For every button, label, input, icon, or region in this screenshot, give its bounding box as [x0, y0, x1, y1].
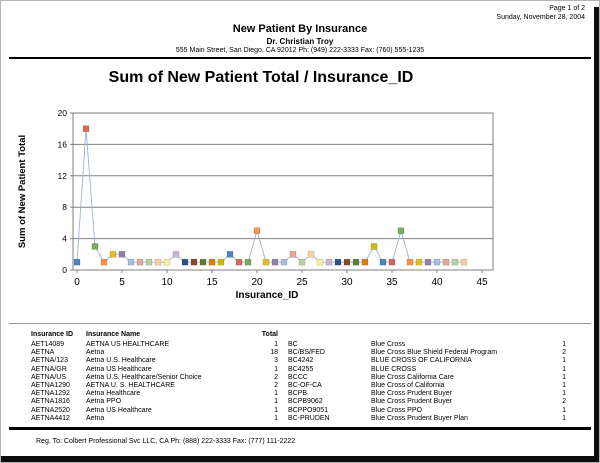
insurance-name-cell: Aetna US Healthcare — [86, 406, 152, 414]
table-row — [1, 374, 600, 382]
data-point-marker — [353, 259, 359, 265]
data-point-marker — [407, 259, 413, 265]
data-point-marker — [200, 259, 206, 265]
insurance-id-cell: AETNA/123 — [31, 357, 68, 365]
total-cell: 1 — [562, 365, 566, 373]
table-row — [1, 407, 600, 415]
data-point-marker — [326, 259, 332, 265]
data-point-marker — [461, 259, 467, 265]
data-point-marker — [299, 259, 305, 265]
data-point-marker — [182, 259, 188, 265]
insurance-id-cell: BCPB — [288, 390, 308, 398]
insurance-name-cell: Aetna — [86, 349, 105, 357]
total-cell: 2 — [562, 349, 566, 357]
insurance-id-cell: BC4255 — [288, 365, 314, 373]
insurance-id-cell: AETNA1292 — [31, 390, 70, 398]
total-cell: 1 — [562, 373, 566, 381]
chart-title: Sum of New Patient Total / Insurance_ID — [108, 69, 414, 86]
table-row — [1, 415, 600, 423]
data-point-marker — [227, 251, 233, 257]
total-cell: 1 — [562, 390, 566, 398]
insurance-name-cell: Blue Cross of California — [371, 381, 445, 389]
data-point-marker — [191, 259, 197, 265]
insurance-id-cell: BC-OF-CA — [288, 381, 322, 389]
total-cell: 3 — [274, 357, 278, 365]
table-row — [1, 341, 600, 349]
table-row — [1, 349, 600, 357]
data-point-marker — [290, 251, 296, 257]
data-point-marker — [425, 259, 431, 265]
total-cell: 1 — [274, 365, 278, 373]
insurance-name-cell: Aetna U.S. Healthcare — [86, 357, 156, 365]
insurance-id-cell: BCCC — [288, 373, 308, 381]
insurance-id-cell: AETNA1816 — [31, 398, 70, 406]
insurance-name-cell: Blue Cross PPO — [371, 406, 422, 414]
total-cell: 1 — [562, 414, 566, 422]
y-tick-label: 12 — [57, 170, 67, 181]
data-point-marker — [128, 259, 134, 265]
data-point-marker — [272, 259, 278, 265]
data-point-marker — [398, 228, 404, 234]
y-tick-label: 4 — [62, 233, 67, 244]
x-tick-label: 15 — [206, 277, 218, 288]
data-point-marker — [281, 259, 287, 265]
chart-area — [9, 99, 509, 307]
x-tick-label: 20 — [251, 277, 263, 288]
x-tick-label: 5 — [119, 277, 125, 288]
data-point-marker — [137, 259, 143, 265]
insurance-name-cell: AETNA U. S. HEALTHCARE — [86, 381, 175, 389]
total-cell: 1 — [562, 406, 566, 414]
data-point-marker — [101, 259, 107, 265]
insurance-name-cell: Blue Cross Prudent Buyer Plan — [371, 414, 468, 422]
insurance-id-cell: AETNA1290 — [31, 381, 70, 389]
data-point-marker — [380, 259, 386, 265]
insurance-id-cell: AETNA/GR — [31, 365, 67, 373]
x-tick-label: 40 — [431, 277, 443, 288]
table-row — [1, 382, 600, 390]
header-divider — [9, 57, 591, 59]
practice-address: 555 Main Street, San Diego, CA 92012 Ph: (949) 222-3333 Fax: (760) 555-1235 — [175, 47, 425, 54]
insurance-name-cell: Aetna U.S. Healthcare/Senior Choice — [86, 373, 202, 381]
x-tick-label: 35 — [386, 277, 398, 288]
total-cell: 1 — [562, 357, 566, 365]
col-header-total: Total — [261, 331, 278, 338]
total-cell: 2 — [274, 373, 278, 381]
x-tick-label: 10 — [161, 277, 173, 288]
col-header-insurance-id: Insurance ID — [31, 331, 74, 338]
table-bottom-divider — [9, 427, 591, 430]
data-point-marker — [452, 259, 458, 265]
table-row — [1, 390, 600, 398]
data-point-marker — [416, 259, 422, 265]
registration-footer: Reg. To: Colbert Professional Svc LLC, CA Ph: (888) 222-3333 Fax: (777) 111-2222 — [36, 438, 296, 445]
data-point-marker — [434, 259, 440, 265]
data-point-marker — [173, 251, 179, 257]
insurance-id-cell: AETNA/US — [31, 373, 67, 381]
y-tick-label: 8 — [62, 202, 67, 213]
y-tick-label: 0 — [62, 265, 67, 275]
data-point-marker — [74, 259, 80, 265]
insurance-name-cell: Aetna — [86, 414, 105, 422]
table-row — [1, 366, 600, 374]
table-row — [1, 357, 600, 365]
data-point-marker — [92, 243, 98, 249]
data-point-marker — [317, 259, 323, 265]
insurance-name-cell: Aetna Healthcare — [86, 390, 141, 398]
total-cell: 1 — [274, 414, 278, 422]
x-tick-label: 25 — [296, 277, 308, 288]
insurance-name-cell: Aetna US Healthcare — [86, 365, 152, 373]
y-axis-title: Sum of New Patient Total — [17, 134, 28, 249]
table-row — [1, 398, 600, 406]
table-header-row — [1, 331, 600, 341]
doctor-name: Dr. Christian Troy — [266, 37, 334, 46]
x-tick-label: 30 — [341, 277, 353, 288]
data-point-marker — [245, 259, 251, 265]
insurance-id-cell: BC-PRUDEN — [288, 414, 330, 422]
insurance-name-cell: AETNA US HEALTHCARE — [86, 341, 170, 348]
series-line — [77, 129, 464, 262]
data-point-marker — [164, 259, 170, 265]
insurance-name-cell: Blue Cross Prudent Buyer — [371, 390, 452, 398]
plot-border — [73, 113, 493, 270]
table-top-divider — [9, 323, 591, 324]
insurance-id-cell: BCPPO9051 — [288, 406, 329, 414]
data-point-marker — [218, 259, 224, 265]
insurance-id-cell: BCPB9062 — [288, 398, 323, 406]
x-tick-label: 0 — [74, 277, 80, 288]
table-body — [1, 341, 600, 423]
insurance-id-cell: AETNA — [31, 349, 55, 357]
total-cell: 18 — [270, 349, 278, 357]
page-shadow-right — [594, 7, 599, 457]
total-cell: 1 — [562, 341, 566, 348]
insurance-id-cell: BC/BS/FED — [288, 349, 325, 357]
page-number: Page 1 of 2 — [549, 5, 585, 12]
data-point-marker — [371, 243, 377, 249]
data-point-marker — [308, 251, 314, 257]
insurance-name-cell: Blue Cross — [371, 341, 406, 348]
total-cell: 2 — [274, 381, 278, 389]
data-point-marker — [362, 259, 368, 265]
data-point-marker — [155, 259, 161, 265]
data-point-marker — [263, 259, 269, 265]
data-point-marker — [344, 259, 350, 265]
total-cell: 1 — [274, 406, 278, 414]
insurance-table — [1, 331, 600, 423]
insurance-id-cell: AETNA4412 — [31, 414, 70, 422]
y-tick-label: 16 — [57, 139, 67, 150]
data-point-marker — [209, 259, 215, 265]
total-cell: 2 — [562, 398, 566, 406]
total-cell: 1 — [562, 381, 566, 389]
insurance-name-cell: BLUE CROSS — [371, 365, 417, 373]
report-date: Sunday, November 28, 2004 — [496, 14, 585, 21]
insurance-name-cell: Aetna PPO — [86, 398, 122, 406]
insurance-name-cell: Blue Cross California Care — [371, 373, 454, 381]
data-point-marker — [335, 259, 341, 265]
insurance-name-cell: Blue Cross Blue Shield Federal Program — [371, 349, 498, 357]
total-cell: 1 — [274, 341, 278, 348]
insurance-id-cell: BC4242 — [288, 357, 314, 365]
data-point-marker — [254, 228, 260, 234]
data-point-marker — [146, 259, 152, 265]
x-axis-title: Insurance_ID — [235, 290, 299, 301]
x-tick-label: 45 — [476, 277, 488, 288]
insurance-name-cell: Blue Cross Prudent Buyer — [371, 398, 452, 406]
page-shadow-bottom — [1, 456, 600, 463]
total-cell: 1 — [274, 390, 278, 398]
insurance-id-cell: AET14089 — [31, 341, 65, 348]
total-cell: 1 — [274, 398, 278, 406]
data-point-marker — [236, 259, 242, 265]
col-header-insurance-name: Insurance Name — [86, 331, 141, 338]
insurance-id-cell: AETNA2520 — [31, 406, 70, 414]
insurance-id-cell: BC — [288, 341, 298, 348]
insurance-name-cell: BLUE CROSS OF CALIFORNIA — [371, 357, 472, 365]
insurance-chart — [9, 99, 509, 307]
data-point-marker — [110, 251, 116, 257]
data-point-marker — [443, 259, 449, 265]
data-point-marker — [389, 259, 395, 265]
data-point-marker — [83, 126, 89, 132]
y-tick-label: 20 — [57, 108, 67, 118]
data-point-marker — [119, 251, 125, 257]
report-title: New Patient By Insurance — [232, 23, 368, 35]
